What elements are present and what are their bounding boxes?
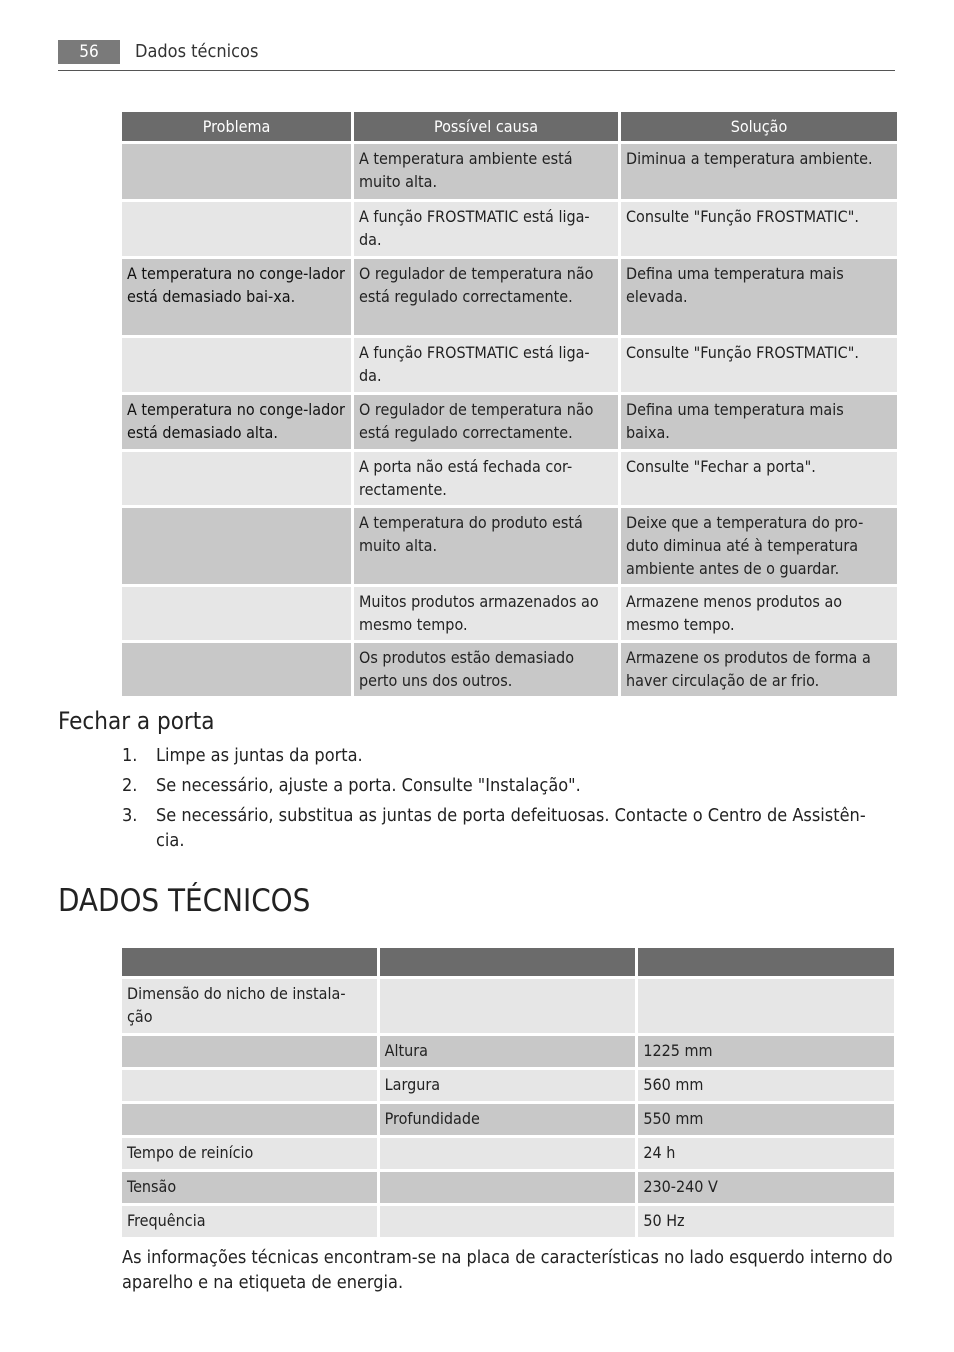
table-header-row xyxy=(122,112,897,141)
solution-cell: Consulte "Fechar a porta". xyxy=(621,452,897,505)
solution-cell: Consulte "Função FROSTMATIC". xyxy=(621,202,897,256)
spec-label-cell: Frequência xyxy=(122,1206,377,1237)
cause-cell: A porta não está fechada cor-rectamente. xyxy=(354,452,618,505)
column-header xyxy=(380,948,636,976)
problem-cell xyxy=(122,643,351,696)
problem-cell xyxy=(122,452,351,505)
troubleshooting-table xyxy=(119,109,900,699)
problem-cell: A temperatura no conge-lador está demasiado alta. xyxy=(122,395,351,449)
spec-label-cell: Tempo de reinício xyxy=(122,1138,377,1169)
step-number: 2. xyxy=(122,775,138,796)
page-header xyxy=(58,40,895,71)
table-row xyxy=(122,587,897,640)
table-row xyxy=(122,202,897,256)
problem-cell: A temperatura no conge-lador está demasiado bai-xa. xyxy=(122,259,351,335)
problem-cell xyxy=(122,587,351,640)
solution-cell: Diminua a temperatura ambiente. xyxy=(621,144,897,199)
table-row xyxy=(122,1036,894,1067)
close-door-steps xyxy=(122,743,882,858)
spec-value-cell: 24 h xyxy=(638,1138,894,1169)
solution-cell: Defina uma temperatura mais elevada. xyxy=(621,259,897,335)
cause-cell: Muitos produtos armazenados ao mesmo tempo. xyxy=(354,587,618,640)
solution-cell: Defina uma temperatura mais baixa. xyxy=(621,395,897,449)
list-item xyxy=(122,803,882,853)
table-row xyxy=(122,1070,894,1101)
spec-value-cell: 550 mm xyxy=(638,1104,894,1135)
spec-label-cell xyxy=(122,1036,377,1067)
table-row xyxy=(122,338,897,392)
column-header-problem: Problema xyxy=(122,112,351,141)
step-text: Se necessário, ajuste a porta. Consulte "Instalação". xyxy=(156,775,581,796)
column-header-cause: Possível causa xyxy=(354,112,618,141)
table-header-row xyxy=(122,948,894,976)
spec-sublabel-cell: Altura xyxy=(380,1036,636,1067)
step-text: Limpe as juntas da porta. xyxy=(156,745,363,766)
spec-value-cell: 560 mm xyxy=(638,1070,894,1101)
spec-sublabel-cell: Profundidade xyxy=(380,1104,636,1135)
step-text: Se necessário, substitua as juntas de porta defeituosas. Contacte o Centro de Assistên-cia. xyxy=(156,805,866,851)
table-row xyxy=(122,979,894,1033)
column-header xyxy=(122,948,377,976)
spec-value-cell: 230-240 V xyxy=(638,1172,894,1203)
table-row xyxy=(122,1138,894,1169)
tech-data-note: As informações técnicas encontram-se na placa de características no lado esquerdo interno do aparelho e na etiqueta de energia. xyxy=(122,1247,893,1293)
tech-data-table xyxy=(119,945,897,1240)
spec-sublabel-cell xyxy=(380,1138,636,1169)
spec-label-cell: Dimensão do nicho de instala-ção xyxy=(122,979,377,1033)
table-row xyxy=(122,144,897,199)
solution-cell: Armazene os produtos de forma a haver circulação de ar frio. xyxy=(621,643,897,696)
table-row xyxy=(122,508,897,584)
solution-cell: Armazene menos produtos ao mesmo tempo. xyxy=(621,587,897,640)
table-row xyxy=(122,452,897,505)
table-row xyxy=(122,643,897,696)
problem-cell xyxy=(122,144,351,199)
spec-sublabel-cell: Largura xyxy=(380,1070,636,1101)
spec-value-cell: 50 Hz xyxy=(638,1206,894,1237)
page-number: 56 xyxy=(58,40,120,64)
cause-cell: O regulador de temperatura não está regulado correctamente. xyxy=(354,395,618,449)
column-header-solution: Solução xyxy=(621,112,897,141)
list-item xyxy=(122,743,882,768)
spec-label-cell xyxy=(122,1104,377,1135)
spec-label-cell: Tensão xyxy=(122,1172,377,1203)
cause-cell: A função FROSTMATIC está liga-da. xyxy=(354,202,618,256)
step-number: 3. xyxy=(122,805,138,826)
spec-label-cell xyxy=(122,1070,377,1101)
table-row xyxy=(122,259,897,335)
problem-cell xyxy=(122,508,351,584)
solution-cell: Deixe que a temperatura do pro-duto diminua até à temperatura ambiente antes de o guardar. xyxy=(621,508,897,584)
cause-cell: Os produtos estão demasiado perto uns dos outros. xyxy=(354,643,618,696)
spec-sublabel-cell xyxy=(380,979,636,1033)
problem-cell xyxy=(122,338,351,392)
spec-sublabel-cell xyxy=(380,1206,636,1237)
section-heading-tech-data: DADOS TÉCNICOS xyxy=(58,883,311,919)
cause-cell: O regulador de temperatura não está regulado correctamente. xyxy=(354,259,618,335)
problem-cell xyxy=(122,202,351,256)
list-item xyxy=(122,773,882,798)
table-row xyxy=(122,1104,894,1135)
spec-value-cell: 1225 mm xyxy=(638,1036,894,1067)
spec-value-cell xyxy=(638,979,894,1033)
spec-sublabel-cell xyxy=(380,1172,636,1203)
table-row xyxy=(122,1206,894,1237)
table-row xyxy=(122,395,897,449)
cause-cell: A temperatura ambiente está muito alta. xyxy=(354,144,618,199)
solution-cell: Consulte "Função FROSTMATIC". xyxy=(621,338,897,392)
table-row xyxy=(122,1172,894,1203)
step-number: 1. xyxy=(122,745,138,766)
section-heading-close-door: Fechar a porta xyxy=(58,707,215,735)
cause-cell: A temperatura do produto está muito alta. xyxy=(354,508,618,584)
cause-cell: A função FROSTMATIC está liga-da. xyxy=(354,338,618,392)
header-section-title: Dados técnicos xyxy=(135,41,259,62)
column-header xyxy=(638,948,894,976)
